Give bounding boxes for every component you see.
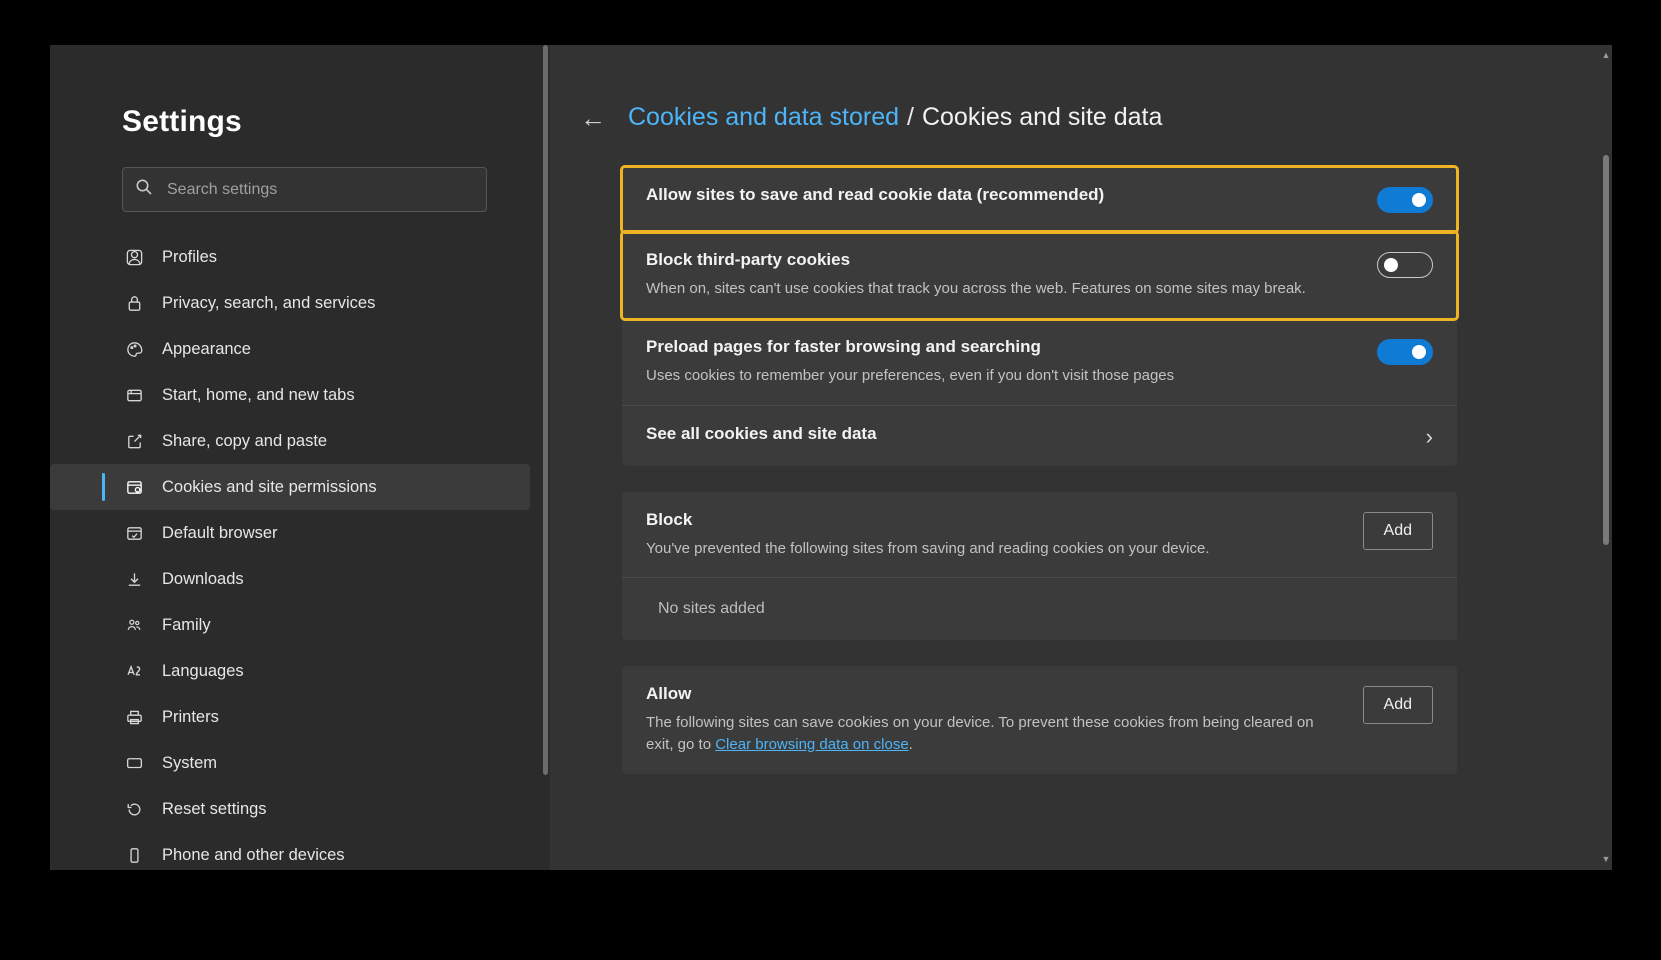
settings-sections (550, 167, 1612, 774)
sidebar-item-phone-and-other-devices[interactable] (50, 832, 530, 870)
allow-desc-part2: . (908, 736, 913, 753)
breadcrumb-parent-link[interactable]: Cookies and data stored (628, 103, 900, 131)
allow-add-button[interactable]: Add (1363, 686, 1433, 724)
setting-preload-pages[interactable] (622, 319, 1457, 406)
setting-title: Allow sites to save and read cookie data (recommended) (646, 185, 1105, 204)
profile-icon (122, 245, 146, 269)
scroll-up-arrow-icon[interactable]: ▲ (1601, 50, 1611, 60)
allow-sites-card (622, 666, 1457, 774)
sidebar-item-privacy[interactable] (50, 280, 530, 326)
allow-section-description (646, 712, 1343, 756)
allow-section-header (622, 666, 1457, 774)
sidebar-item-system[interactable] (50, 740, 530, 786)
sidebar-scrollbar[interactable] (540, 45, 550, 870)
system-icon (122, 751, 146, 775)
breadcrumb-separator: / (907, 103, 914, 131)
search-placeholder: Search settings (167, 180, 278, 198)
setting-title: Preload pages for faster browsing and searching (646, 336, 1041, 356)
sidebar-item-label: Profiles (162, 247, 218, 266)
page-title: Settings (122, 105, 242, 138)
chevron-right-icon[interactable]: › (1425, 423, 1433, 449)
printer-icon (122, 705, 146, 729)
main-scrollbar-thumb[interactable] (1603, 155, 1609, 545)
block-empty-state: No sites added (658, 600, 765, 618)
sidebar-item-downloads[interactable] (50, 556, 530, 602)
sidebar-item-label: Phone and other devices (162, 845, 345, 864)
allow-desc-part1: The following sites can save cookies on your device. To prevent these cookies from being cleared on exit, go to (646, 714, 1314, 753)
allow-section-title: Allow (646, 684, 692, 704)
block-section-header (622, 492, 1457, 579)
window-icon (122, 383, 146, 407)
sidebar-item-cookies-and-site-permissions[interactable] (50, 464, 530, 510)
sidebar-item-label: Share, copy and paste (162, 431, 328, 450)
sidebar-item-appearance[interactable] (50, 326, 530, 372)
family-icon (122, 613, 146, 637)
settings-window (50, 45, 1612, 870)
block-section-description: You've prevented the following sites from saving and reading cookies on your device. (646, 539, 1210, 557)
breadcrumb-current: Cookies and site data (921, 103, 1163, 131)
sidebar-item-label: Default browser (162, 523, 278, 542)
sidebar-item-printers[interactable] (50, 694, 530, 740)
sidebar (50, 45, 550, 870)
preload-pages-toggle[interactable] (1377, 339, 1433, 365)
lock-icon (122, 291, 146, 315)
reset-icon (122, 797, 146, 821)
search-icon (135, 178, 153, 201)
main-content (550, 45, 1612, 870)
block-add-button[interactable]: Add (1363, 512, 1433, 550)
default-browser-icon (122, 521, 146, 545)
setting-title: Block third-party cookies (646, 250, 851, 269)
sidebar-item-label: Start, home, and new tabs (162, 385, 355, 404)
block-sites-card (622, 492, 1457, 641)
sidebar-item-label: Appearance (162, 339, 251, 358)
sidebar-item-languages[interactable] (50, 648, 530, 694)
appearance-icon (122, 337, 146, 361)
scroll-down-arrow-icon[interactable]: ▼ (1601, 854, 1611, 864)
cookie-settings-card (622, 167, 1457, 466)
sidebar-item-label: Reset settings (162, 799, 267, 818)
block-third-party-cookies-toggle[interactable] (1377, 252, 1433, 278)
sidebar-item-label: Family (162, 615, 211, 634)
setting-title: See all cookies and site data (646, 423, 877, 443)
clear-browsing-data-on-close-link[interactable]: Clear browsing data on close (715, 736, 909, 753)
sidebar-item-label: Downloads (162, 569, 244, 588)
setting-description: When on, sites can't use cookies that track you across the web. Features on some sites may break. (646, 280, 1306, 297)
sidebar-item-reset-settings[interactable] (50, 786, 530, 832)
breadcrumb (580, 103, 1612, 132)
back-arrow-icon[interactable]: ← (580, 102, 606, 133)
cookie-permissions-icon (122, 475, 146, 499)
share-icon (122, 429, 146, 453)
sidebar-scrollbar-thumb[interactable] (543, 45, 548, 775)
sidebar-item-label: Cookies and site permissions (162, 477, 377, 496)
sidebar-item-share-copy-paste[interactable] (50, 418, 530, 464)
sidebar-item-label: Privacy, search, and services (162, 293, 376, 312)
sidebar-item-label: System (162, 753, 218, 772)
languages-icon (122, 659, 146, 683)
setting-block-third-party-cookies[interactable] (622, 232, 1457, 319)
sidebar-item-family[interactable] (50, 602, 530, 648)
main-scrollbar[interactable] (1600, 45, 1612, 870)
search-input[interactable] (122, 167, 487, 212)
sidebar-item-start-home-newtabs[interactable] (50, 372, 530, 418)
setting-description: Uses cookies to remember your preferences, even if you don't visit those pages (646, 366, 1175, 384)
sidebar-nav (50, 234, 550, 870)
block-section-title: Block (646, 509, 693, 529)
sidebar-item-label: Printers (162, 707, 219, 726)
setting-allow-sites-save-read-cookies[interactable] (622, 167, 1457, 232)
sidebar-item-profiles[interactable] (50, 234, 530, 280)
phone-icon (122, 843, 146, 867)
sidebar-item-label: Languages (162, 661, 244, 680)
allow-cookies-toggle[interactable] (1377, 187, 1433, 213)
download-icon (122, 567, 146, 591)
sidebar-item-default-browser[interactable] (50, 510, 530, 556)
see-all-cookies-and-site-data-row[interactable] (622, 406, 1457, 466)
